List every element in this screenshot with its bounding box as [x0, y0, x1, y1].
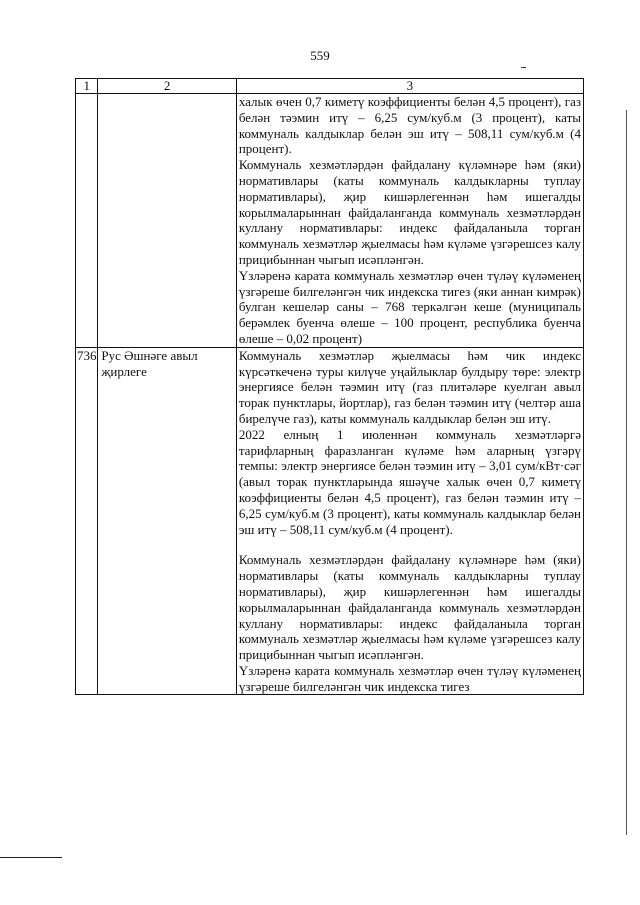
- row-number-cell: [76, 94, 98, 348]
- description-paragraph: Коммуналь хезмәтләрдән файдалану күләмнәре һәм (яки) нормативлары (каты коммуналь калдыкларны туплау нормативлары), җир кишәрлегеннән һәм ишегалды корылмаларыннан файдаланганда коммуналь хезмәтләрдән куллану нормативлары: индекс файдаланыла торган коммуналь хезмәтләр җыелмасы һәм күләме үзгәрешсез калу прицибыннан чыгып исәпләнгән.: [238, 157, 581, 267]
- table-row: [76, 347, 584, 695]
- header-col-1: 1: [76, 79, 98, 94]
- description-paragraph: Коммуналь хезмәтләрдән файдалану күләмнәре һәм (яки) нормативлары (каты коммуналь калдыкларны туплау нормативлары), җир кишәрлегеннән һәм ишегалды корылмаларыннан файдаланганда коммуналь хезмәтләрдән куллану нормативлары: индекс файдаланыла торган коммуналь хезмәтләр җыелмасы һәм күләме үзгәрешсез калу прицибыннан чыгып исәпләнгән.: [238, 552, 581, 663]
- description-paragraph: халык өчен 0,7 киметү коэффициенты белән 4,5 процент), газ белән тәэмин итү – 6,25 сум/куб.м (3 процент), каты коммуналь калдыклар белән эш итү – 508,11 сум/куб.м (4 процент).: [238, 94, 581, 157]
- row-number-cell: 736: [76, 347, 98, 695]
- header-col-2: 2: [98, 79, 236, 94]
- settlement-name-cell: [98, 94, 236, 348]
- table-header-row: [76, 79, 584, 94]
- table-row: [76, 94, 584, 348]
- margin-dash-mark: [521, 67, 526, 68]
- description-paragraph: Үзләренә карата коммуналь хезмәтләр өчен түләү күләменең үзгәреше билгеләнгән чик индекска тигез: [238, 662, 581, 694]
- footnote-separator: [0, 857, 62, 858]
- description-paragraph: Коммуналь хезмәтләр җыелмасы һәм чик индекс күрсәткеченә туры килүче уңайлыклар булдыру төре: электр энергиясе белән тәэмин итү (газ плитәләре куелган авыл торак пунктлары, йортлар), газ белән тәэмин итү (челтәр аша бирелүче газ), каты коммуналь калдыклар белән эш итү.: [238, 347, 581, 426]
- header-col-3: 3: [236, 79, 583, 94]
- scan-edge-line: [626, 110, 627, 835]
- description-cell: [236, 94, 583, 348]
- settlement-name-cell: Рус Әшнәге авыл җирлеге: [98, 347, 236, 695]
- description-paragraph: 2022 елның 1 июленнән коммуналь хезмәтләргә тарифларның фаразланган күләме һәм аларның үзгәрү темпы: электр энергиясе белән тәэмин итү – 3,01 сум/кВт·сәг (авыл торак пунктларында яшәүче халык өчен 0,7 киметү коэффициенты белән 4,5 процент), газ белән тәэмин итү – 6,25 сум/куб.м (3 процент), каты коммуналь калдыклар белән эш итү – 508,11 сум/куб.м (4 процент).: [238, 426, 581, 537]
- document-table: [75, 78, 584, 695]
- description-cell: [236, 347, 583, 695]
- data-table: [75, 78, 584, 695]
- page-number: 559: [310, 48, 330, 63]
- description-paragraph: Үзләренә карата коммуналь хезмәтләр өчен түләү күләменең үзгәреше билгеләнгән чик индекска тигез (яки аннан кимрәк) булган кешеләр саны – 768 теркәлгән кеше (муниципаль берәмлек буенча өлеше – 100 процент, республика буенча өлеше – 0,02 процент): [238, 267, 581, 346]
